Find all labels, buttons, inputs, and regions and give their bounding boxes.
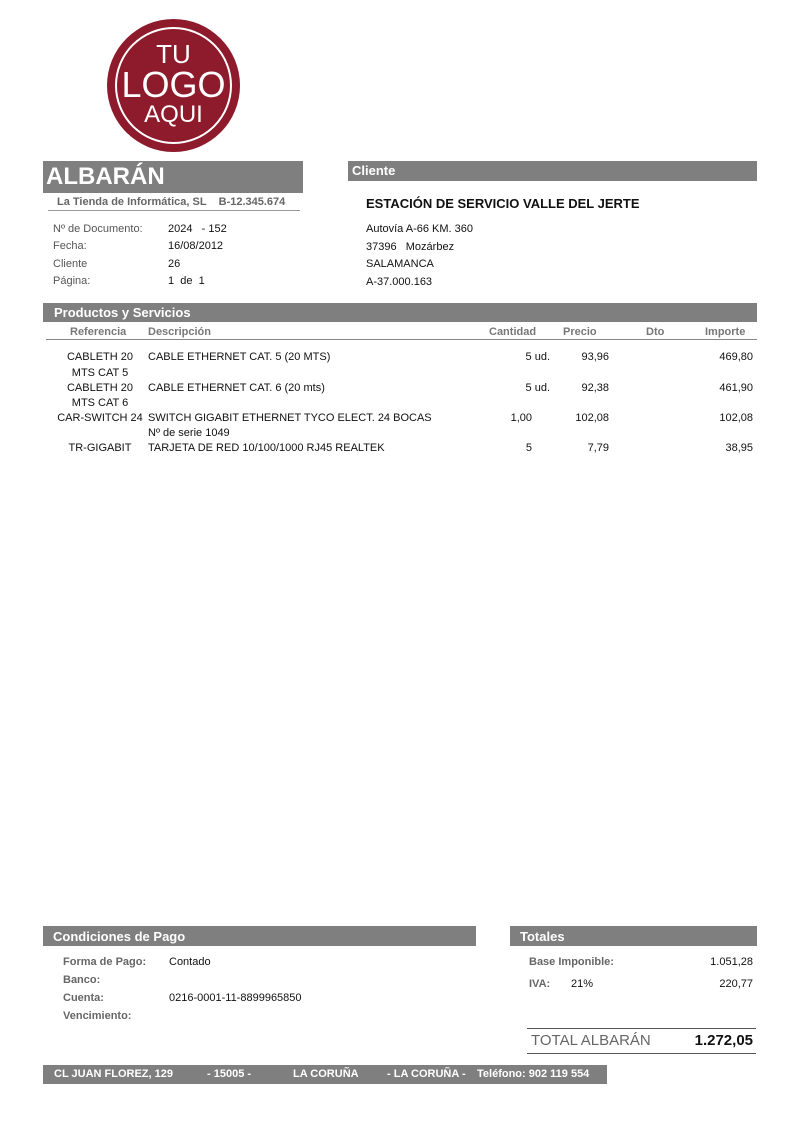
base-label: Base Imponible: — [529, 956, 614, 968]
doc-number-label: Nº de Documento: — [53, 223, 143, 235]
row1-ref: CABLETH 20 — [66, 351, 134, 363]
row2-ref-line2: MTS CAT 6 — [71, 397, 129, 409]
footer-address-bar — [43, 1065, 607, 1084]
document-title: ALBARÁN — [43, 161, 303, 193]
row3-qty: 1,00 — [510, 412, 532, 424]
row1-amount: 469,80 — [719, 351, 753, 363]
due-label: Vencimiento: — [63, 1010, 132, 1022]
client-code-label: Cliente — [53, 258, 88, 270]
client-province: SALAMANCA — [366, 258, 434, 270]
col-qty-header: Cantidad — [489, 326, 537, 338]
footer-street: CL JUAN FLOREZ, 129 — [54, 1068, 173, 1080]
row3-price: 102,08 — [575, 412, 609, 424]
totals-header: Totales — [510, 926, 757, 946]
client-city — [366, 241, 454, 253]
row4-ref: TR-GIGABIT — [68, 442, 132, 454]
page-label: Página: — [53, 275, 91, 287]
col-price-header: Precio — [563, 326, 597, 338]
logo-line-2: LOGO — [121, 64, 226, 105]
row1-price: 93,96 — [581, 351, 609, 363]
logo-line-3: AQUI — [144, 101, 203, 128]
payment-header: Condiciones de Pago — [43, 926, 476, 946]
row4-price: 7,79 — [587, 442, 609, 454]
client-address: Autovía A-66 KM. 360 — [366, 223, 474, 235]
products-header: Productos y Servicios — [43, 303, 757, 322]
row3-amount: 102,08 — [719, 412, 753, 424]
col-desc-header: Descripción — [148, 326, 211, 338]
footer-province: - LA CORUÑA - — [387, 1068, 466, 1080]
iva-label: IVA: — [529, 978, 551, 990]
client-postal-code: 37396 — [366, 241, 397, 253]
header-divider — [46, 339, 757, 340]
iva-value: 220,77 — [719, 978, 753, 990]
doc-number-value — [168, 223, 227, 235]
date-value: 16/08/2012 — [168, 240, 224, 252]
row1-desc: CABLE ETHERNET CAT. 5 (20 MTS) — [148, 351, 331, 363]
client-cif: A-37.000.163 — [366, 276, 433, 288]
row1-qty: 5 ud. — [525, 351, 550, 363]
company-cif: B-12.345.674 — [218, 196, 286, 208]
row1-ref-line2: MTS CAT 5 — [71, 367, 129, 379]
footer-postal: - 15005 - — [207, 1068, 252, 1080]
col-dto-header: Dto — [646, 326, 665, 338]
page-total: 1 — [198, 275, 205, 287]
row3-ref: CAR-SWITCH 24 — [57, 412, 143, 424]
company-name: La Tienda de Informática, SL — [57, 196, 207, 208]
page-current: 1 — [168, 275, 175, 287]
client-code-value: 26 — [168, 258, 181, 270]
footer-phone: Teléfono: 902 119 554 — [477, 1068, 590, 1080]
iva-rate: 21% — [571, 978, 594, 990]
client-header: Cliente — [348, 161, 757, 181]
col-ref-header: Referencia — [70, 326, 127, 338]
row2-amount: 461,90 — [719, 382, 753, 394]
client-town: Mozárbez — [405, 241, 455, 253]
company-logo — [107, 19, 240, 152]
page-value — [168, 275, 205, 287]
payment-method-value: Contado — [169, 956, 211, 968]
row2-ref: CABLETH 20 — [66, 382, 134, 394]
payment-method-label: Forma de Pago: — [63, 956, 147, 968]
row2-price: 92,38 — [581, 382, 609, 394]
col-amount-header: Importe — [705, 326, 746, 338]
row4-qty: 5 — [525, 442, 532, 454]
page-of: de — [180, 275, 193, 287]
row3-desc: SWITCH GIGABIT ETHERNET TYCO ELECT. 24 BOCAS — [148, 412, 432, 424]
grand-total-label: TOTAL ALBARÁN — [531, 1032, 651, 1049]
date-label: Fecha: — [53, 240, 87, 252]
doc-year: 2024 — [168, 223, 193, 235]
base-value: 1.051,28 — [710, 956, 753, 968]
row4-amount: 38,95 — [725, 442, 753, 454]
row3-desc-line2: Nº de serie 1049 — [148, 427, 230, 439]
grand-total-value: 1.272,05 — [694, 1032, 753, 1049]
footer-city: LA CORUÑA — [293, 1068, 359, 1080]
row2-desc: CABLE ETHERNET CAT. 6 (20 mts) — [148, 382, 325, 394]
account-label: Cuenta: — [63, 992, 104, 1004]
row4-desc: TARJETA DE RED 10/100/1000 RJ45 REALTEK — [148, 442, 385, 454]
row2-qty: 5 ud. — [525, 382, 550, 394]
doc-number: - 152 — [201, 223, 227, 235]
client-name: ESTACIÓN DE SERVICIO VALLE DEL JERTE — [366, 196, 640, 211]
account-value: 0216-0001-11-8899965850 — [169, 992, 302, 1004]
bank-label: Banco: — [63, 974, 101, 986]
company-info — [48, 196, 300, 211]
logo-line-1: TU — [156, 39, 191, 69]
